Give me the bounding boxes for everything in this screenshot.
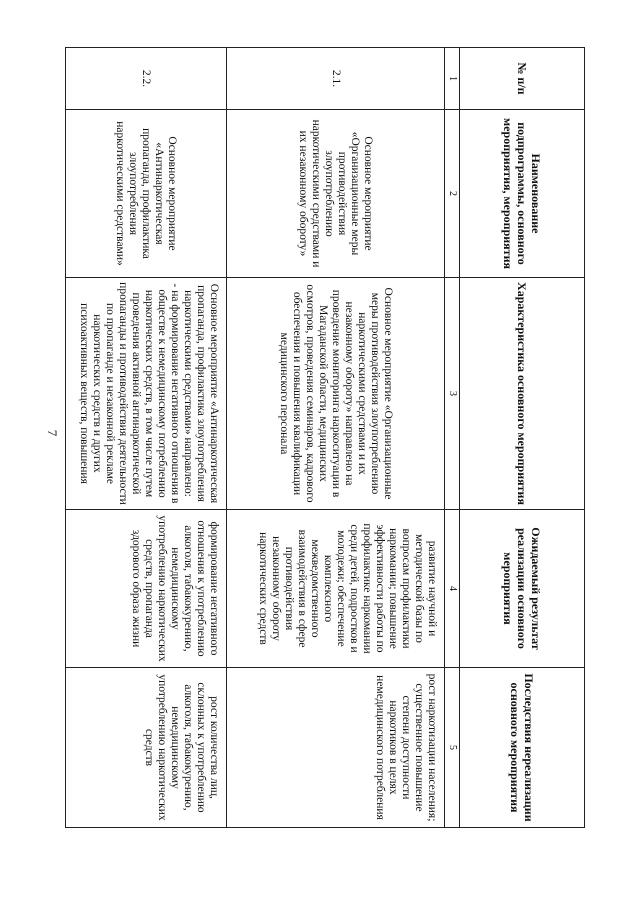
header-characteristic: Характеристика основного мероприятия: [460, 278, 585, 510]
row-num: 2.2.: [66, 48, 227, 110]
row-characteristic: Основное мероприятие «Организационные меры противодействия злоупотреблению наркотическими средствами и их незаконному обороту» направлено на проведение мониторинга наркоситуации в Магаданской области, медицинских осмотров, проведения семинаров, кадрового обеспечения и повышения квалификации медицинского персонала: [227, 278, 445, 510]
column-number-row: [445, 48, 460, 828]
row-characteristic: Основное мероприятие «Антинаркотическая пропаганда, профилактика злоупотребления наркотическими средствами» направлено: - на формирование негативного отношения в обществе к немедицинскому потреблению наркотических средств, в том числе путем проведения активной антинаркотической пропаганды и противодействия деятельности по пропаганде и незаконной рекламе наркотических средств и других психоактивных веществ, повышения: [66, 278, 227, 510]
column-number: 1: [445, 48, 460, 110]
column-number: 3: [445, 278, 460, 510]
row-num: 2.1.: [227, 48, 445, 110]
measures-table: [65, 47, 585, 828]
column-number: 4: [445, 510, 460, 668]
row-consequence: рост наркотизации населения; существенное повышение степени доступности наркотиков в целях немедицинского потребления: [227, 668, 445, 828]
row-result: формирование негативного отношения к употреблению алкоголя, табакокурению, немедицинскому употреблению наркотических средств, пропаганда здорового образа жизни: [66, 510, 227, 668]
header-name: Наименование подпрограммы, основного мероприятия, мероприятия: [460, 110, 585, 278]
page-number: 7: [45, 429, 60, 437]
row-name: Основное мероприятие «Организационные меры противодействия злоупотреблению наркотическими средствами и их незаконному обороту»: [227, 110, 445, 278]
rotated-table-container: [65, 47, 585, 827]
table-header-row: [460, 48, 585, 828]
header-num: № п/п: [460, 48, 585, 110]
table-row: [227, 48, 445, 828]
column-number: 5: [445, 668, 460, 828]
table-row: [66, 48, 227, 828]
column-number: 2: [445, 110, 460, 278]
row-name: Основное мероприятие «Антинаркотическая пропаганда, профилактика злоупотребления наркотическими средствами»: [66, 110, 227, 278]
header-consequence: Последствия нереализации основного мероприятия: [460, 668, 585, 828]
header-result: Ожидаемый результат реализации основного мероприятия: [460, 510, 585, 668]
row-result: развитие научной и методической базы по вопросам профилактики наркомании; повышение эффективности работы по профилактике наркомании среди детей, подростков и молодежи; обеспечение комплексного межведомственного взаимодействия в сфере противодействия незаконному обороту наркотических средств: [227, 510, 445, 668]
row-consequence: рост количества лиц, склонных к употреблению алкоголя, табакокурению, немедицинскому употреблению наркотических средств: [66, 668, 227, 828]
